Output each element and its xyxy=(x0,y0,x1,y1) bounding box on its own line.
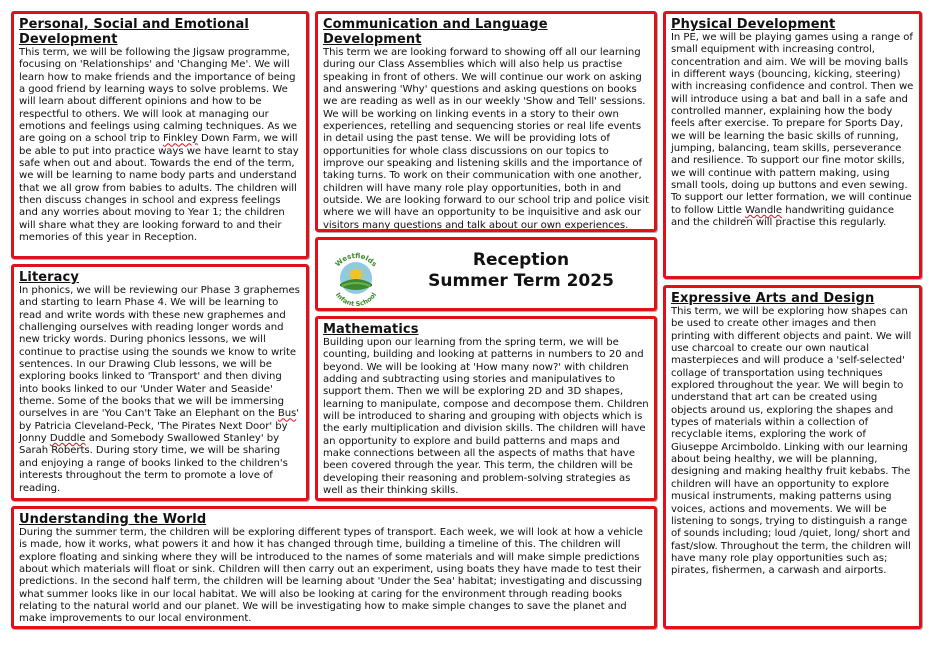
world-heading: Understanding the World xyxy=(19,512,207,527)
title-line-1: Reception xyxy=(472,250,570,270)
title-box xyxy=(315,237,657,311)
logo-text-bottom: Infant School xyxy=(333,291,379,308)
literacy-text: In phonics, we will be reviewing our Phase 3 graphemes and starting to learn Phase 4. We will be learning to read and write words with these new graphemes and challenging ourselves with reading longer words and new tricky words. During phonics lessons, we will continue to practise using the sounds we know to write sentences. In our Drawing Club lessons, we will be exploring books linked to 'Transport' and then diving into books linked to our 'Under Water and Seaside' theme. Some of the books that we will be immersing ourselves in are 'You Can't Take an Elephant on the Bus' by Patricia Cleveland-Peck, 'The Pirates Next Door' by Jonny Duddle and Somebody Swallowed Stanley' by Sarah Roberts. During story time, we will be sharing and enjoying a range of books linked to the children's interests throughout the term to promote a love of reading. xyxy=(19,285,300,494)
page-title xyxy=(388,250,654,292)
logo-text-top: Westfields xyxy=(333,251,379,269)
physical-text: In PE, we will be playing games using a range of small equipment with increasing control, concentration and aim. We will be moving balls in different ways (bouncing, kicking, steering) with increasing confidence and control. Then we will introduce using a bat and ball in a safe and controlled manner, explaining how the body feels after exercise. To prepare for Sports Day, we will be learning the basic skills of running, jumping, balancing, team skills, perseverance and resilience. To support our fine motor skills, we will continue with pattern making, using small tools, doing up buttons and even sewing. To support our letter formation, we will continue to follow Little Wandle handwriting guidance and the children will practise this regularly. xyxy=(671,32,914,229)
mathematics-heading: Mathematics xyxy=(323,322,419,337)
personal-heading: Personal, Social and Emotional Development xyxy=(19,17,249,47)
personal-social-emotional-box xyxy=(11,11,309,259)
physical-development-box xyxy=(663,11,922,279)
literacy-box xyxy=(11,264,309,501)
literacy-flagged-word-2: Duddle xyxy=(49,433,86,445)
arts-text: This term, we will be exploring how shapes can be used to create other images and then printing with different objects and paint. We will use charcoal to create our own nautical masterpieces and will produce a 'self-selected' collage of transportation using techniques explored throughout the year. We will begin to understand that art can be created using objects around us, exploring the shapes and types of materials within a collection of recyclable items, exploring the work of Giuseppe Arcimboldo. Linking with our learning about being healthy, we will be planning, designing and making healthy fruit kebabs. The children will have an opportunity to explore musical instruments, making patterns using voices, actions and movements. We will be listening to songs, trying to distinguish a range of sounds including; loud /quiet, long/ short and fast/slow. Throughout the term, the children will have many role play opportunities such as; pirates, fishermen, a carwash and airports. xyxy=(671,306,912,577)
title-line-2: Summer Term 2025 xyxy=(428,271,614,291)
mathematics-text: Building upon our learning from the spring term, we will be counting, building and looking at patterns in numbers to 20 and beyond. We will be looking at 'How many now?' with children adding and subtracting using stories and manipulatives to support them. Then we will be exploring 2D and 3D shapes, learning to manipulate, compose and decompose them. Children will be introduced to sharing and grouping with objects which is the early multiplication and division skills. The children will have an opportunity to explore and build patterns and maps and make connections between all the aspects of maths that have been covered through the year. This term, the children will be developing their reasoning and problem-solving strategies as well as their thinking skills. xyxy=(323,337,649,497)
literacy-heading: Literacy xyxy=(19,270,79,285)
personal-flagged-word: Finkley xyxy=(163,133,198,145)
arts-heading: Expressive Arts and Design xyxy=(671,291,875,306)
physical-heading: Physical Development xyxy=(671,17,836,32)
world-text: During the summer term, the children will be exploring different types of transport. Each week, we will look at how a vehicle is made, how it works, what powers it and how it has changed through time, building a timeline of this. The children will explore floating and sinking where they will be introduced to the names of some materials and will make simple predictions about which materials will float or sink. Children will then carry out an experiment, using boats they have made to test their predictions. In the second half term, the children will be learning about 'Under the Sea' habitat; investigating and discussing what summer looks like in our local habitat. We will also be looking at caring for the environment through reading books relating to the natural world and our planet. We will be investigating how to make simple changes to save the planet and make improvements to our local environment. xyxy=(19,527,643,625)
communication-text: This term we are looking forward to showing off all our learning during our Class Assemblies which will also help us practise speaking in front of others. We will continue our work on asking and answering 'Why' questions and asking questions on books we are reading as well as in our weekly 'Show and Tell' sessions. We will be working on linking events in a story to their own experiences, retelling and sequencing stories or real life events in detail using the past tense. We will be providing lots of opportunities for whole class discussions on our topics to improve our speaking and listening skills and the importance of taking turns. To work on their communication with one another, children will have many role play opportunities, both in and outside. We are looking forward to our school trip and police visit where we will have an opportunity to be inquisitive and ask our visitors many questions and talk about our own experiences. xyxy=(323,47,649,231)
school-logo-icon xyxy=(324,246,388,308)
physical-flagged-word: Wandle xyxy=(745,204,783,216)
expressive-arts-box xyxy=(663,285,922,629)
mathematics-box xyxy=(315,316,657,501)
communication-language-box xyxy=(315,11,657,232)
understanding-world-box xyxy=(11,506,657,629)
literacy-flagged-word-1: Bus xyxy=(277,408,297,420)
personal-text: This term, we will be following the Jigsaw programme, focusing on 'Relationships' and 'Changing Me'. We will learn how to make friends and the importance of being a good friend by learning ways to solve problems. We will learn about different opinions and how to be respectful to others. We will look at managing our emotions and feelings using calming techniques. As we are going on a school trip to Finkley Down Farm, we will be able to put into practice ways we have learnt to stay safe when out and about. Towards the end of the term, we will be learning to name body parts and understand that we all grow from babies to adults. The children will then discuss changes in school and express feelings and any worries about moving to Year 1; the children will share what they are looking forward to and their memories of this year in Reception. xyxy=(19,47,299,244)
communication-heading: Communication and Language Development xyxy=(323,17,548,47)
